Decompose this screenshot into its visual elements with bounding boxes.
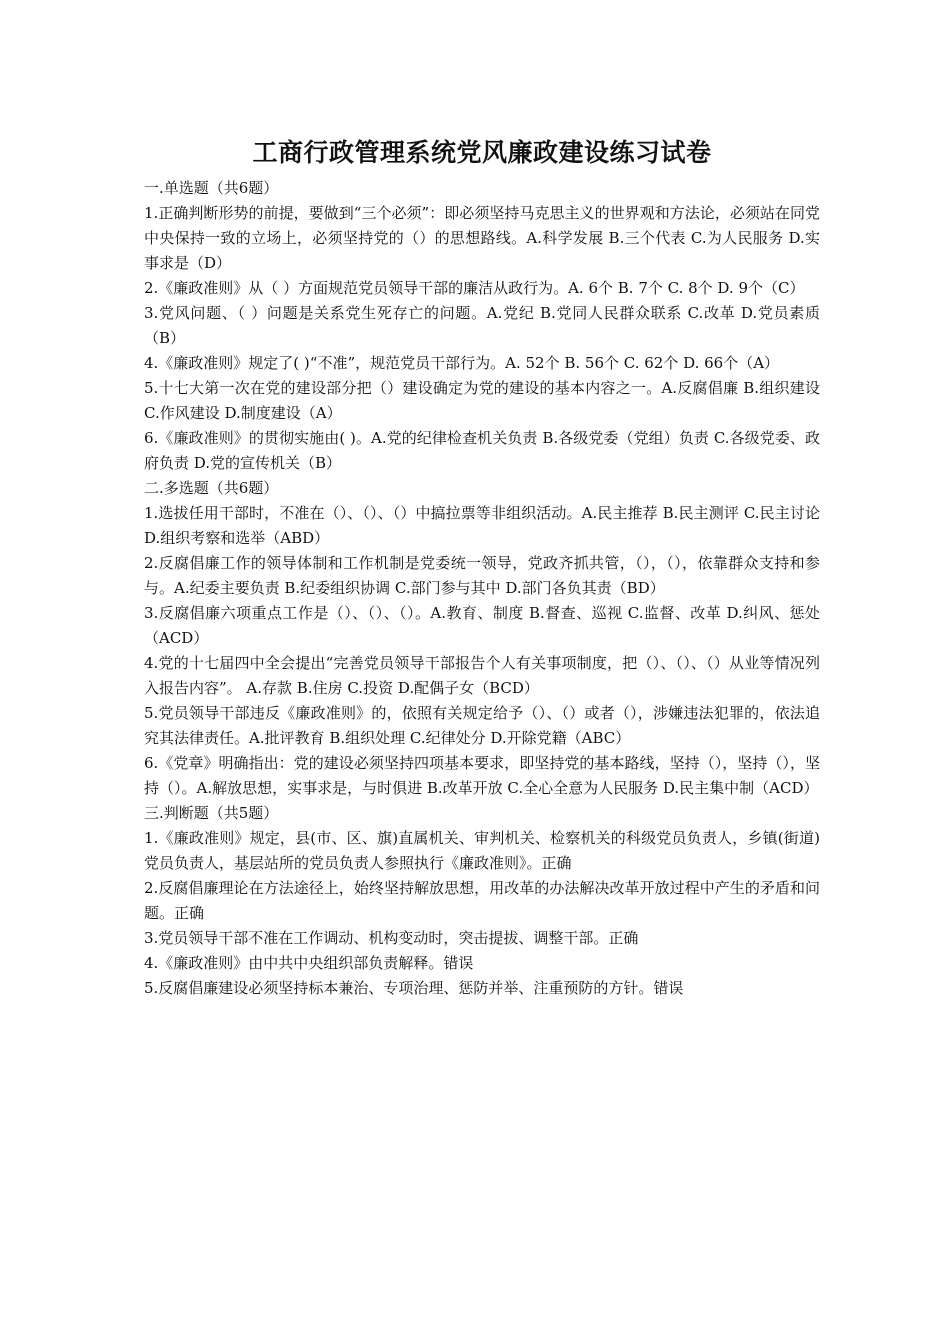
question-item: 1.选拔任用干部时，不准在（）、（）、（）中搞拉票等非组织活动。A.民主推荐 B.民主测评 C.民主讨论 D.组织考察和选举（ABD） <box>144 504 820 547</box>
question-item: 4.《廉政准则》规定了( )“不准”，规范党员干部行为。A. 52个 B. 56个 C. 62个 D. 66个（A） <box>144 354 780 372</box>
question-item: 3.党员领导干部不准在工作调动、机构变动时，突击提拔、调整干部。正确 <box>144 929 639 947</box>
section-single-choice <box>144 176 820 476</box>
question-item: 2.反腐倡廉工作的领导体制和工作机制是党委统一领导，党政齐抓共管，（），（），依靠群众支持和参与。A.纪委主要负责 B.纪委组织协调 C.部门参与其中 D.部门各负其责（BD） <box>144 554 820 597</box>
question-item: 3.党风问题、（ ）问题是关系党生死存亡的问题。A.党纪 B.党同人民群众联系 C.改革 D.党员素质（B） <box>144 304 820 347</box>
question-item: 5.党员领导干部违反《廉政准则》的，依照有关规定给予（）、（）或者（），涉嫌违法犯罪的，依法追究其法律责任。A.批评教育 B.组织处理 C.纪律处分 D.开除党籍（ABC） <box>144 704 820 747</box>
document-title: 工商行政管理系统党风廉政建设练习试卷 <box>252 138 712 167</box>
question-item: 4.《廉政准则》由中共中央组织部负责解释。错误 <box>144 954 474 972</box>
section-heading: 三.判断题（共5题） <box>144 804 279 822</box>
section-true-false <box>144 801 820 1001</box>
question-item: 6.《廉政准则》的贯彻实施由( )。A.党的纪律检查机关负责 B.各级党委（党组）负责 C.各级党委、政府负责 D.党的宣传机关（B） <box>144 429 820 472</box>
section-multiple-choice <box>144 476 820 801</box>
section-heading: 二.多选题（共6题） <box>144 479 279 497</box>
question-item: 3.反腐倡廉六项重点工作是（）、（）、（）。A.教育、制度 B.督查、巡视 C.监督、改革 D.纠风、惩处（ACD） <box>144 604 820 647</box>
question-item: 4.党的十七届四中全会提出“完善党员领导干部报告个人有关事项制度，把（）、（）、（）从业等情况列入报告内容”。 A.存款 B.住房 C.投资 D.配偶子女（BCD） <box>144 654 820 697</box>
document-page <box>144 136 820 1001</box>
question-item: 5.十七大第一次在党的建设部分把（）建设确定为党的建设的基本内容之一。A.反腐倡廉 B.组织建设 C.作风建设 D.制度建设（A） <box>144 379 820 422</box>
question-item: 6.《党章》明确指出：党的建设必须坚持四项基本要求，即坚持党的基本路线，坚持（），坚持（），坚持（）。A.解放思想，实事求是，与时俱进 B.改革开放 C.全心全意为人民服务 D.民主集中制（ACD） <box>144 754 820 797</box>
question-item: 2.反腐倡廉理论在方法途径上，始终坚持解放思想，用改革的办法解决改革开放过程中产生的矛盾和问题。正确 <box>144 879 820 922</box>
question-item: 1.《廉政准则》规定，县(市、区、旗)直属机关、审判机关、检察机关的科级党员负责人，乡镇(街道)党员负责人，基层站所的党员负责人参照执行《廉政准则》。正确 <box>144 829 820 872</box>
question-item: 1.正确判断形势的前提，要做到“三个必须”：即必须坚持马克思主义的世界观和方法论，必须站在同党中央保持一致的立场上，必须坚持党的（）的思想路线。A.科学发展 B.三个代表 C.为人民服务 D.实事求是（D） <box>144 204 820 272</box>
question-item: 2.《廉政准则》从（ ）方面规范党员领导干部的廉洁从政行为。A. 6个 B. 7个 C. 8个 D. 9个（C） <box>144 279 805 297</box>
question-item: 5.反腐倡廉建设必须坚持标本兼治、专项治理、惩防并举、注重预防的方针。错误 <box>144 979 684 997</box>
section-heading: 一.单选题（共6题） <box>144 179 279 197</box>
